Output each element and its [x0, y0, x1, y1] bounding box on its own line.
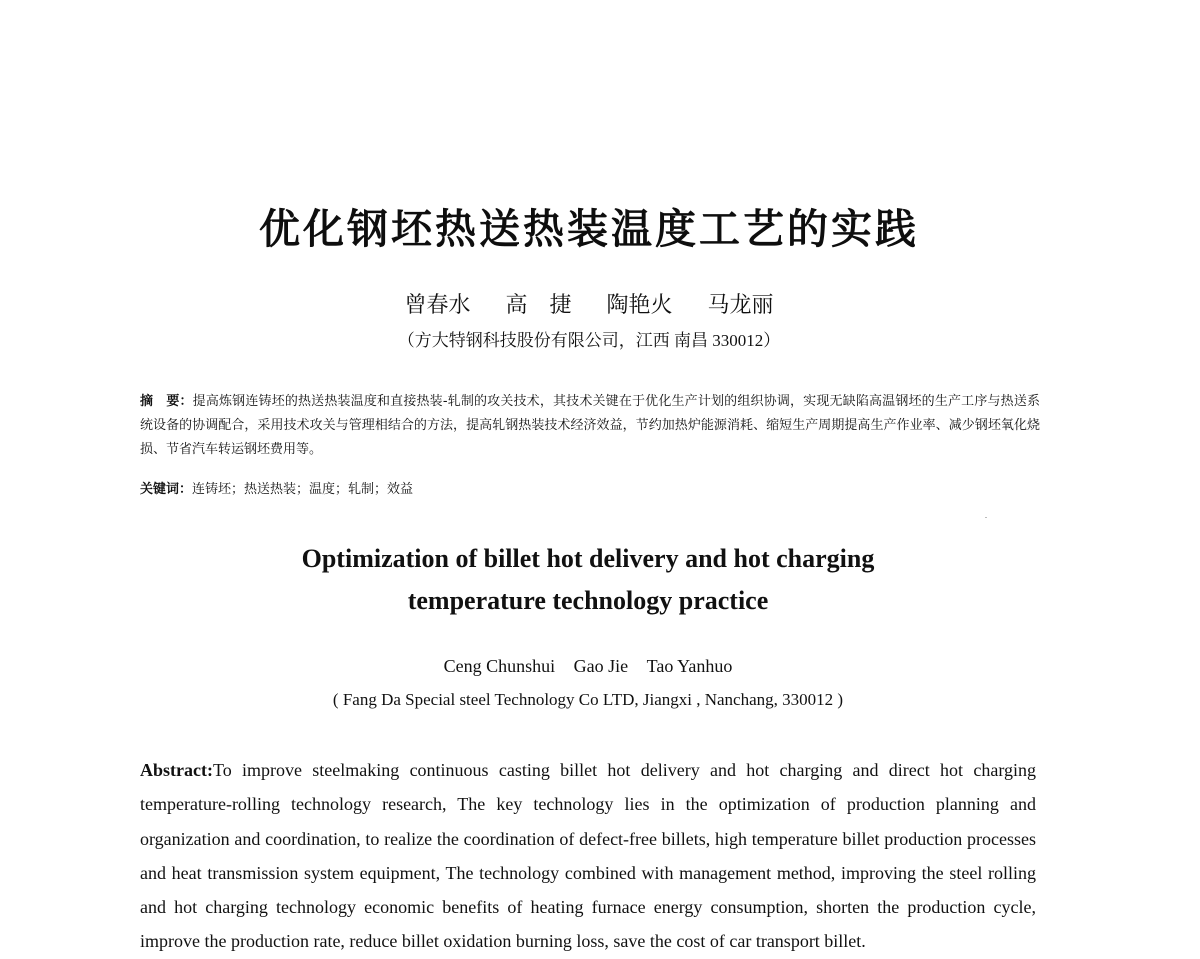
- chinese-abstract-text: 提高炼钢连铸坯的热送热装温度和直接热装-轧制的攻关技术，其技术关键在于优化生产计划的组织协调，实现无缺陷高温钢坯的生产工序与热送系统设备的协调配合，采用技术攻关与管理相结合的方法，提高轧钢热装技术经济效益，节约加热炉能源消耗、缩短生产周期提高生产作业率、减少钢坯氧化烧损、节省汽车转运钢坯费用等。: [140, 394, 1040, 457]
- chinese-author: 陶艳火: [606, 293, 673, 318]
- chinese-title: 优化钢坯热送热装温度工艺的实践: [259, 205, 919, 253]
- chinese-affiliation: （方大特钢科技股份有限公司，江西 南昌 330012）: [397, 331, 781, 350]
- english-abstract-label: Abstract: [140, 760, 207, 780]
- chinese-keywords-label: 关键词：: [140, 482, 193, 497]
- english-abstract-text: To improve steelmaking continuous casting billet hot delivery and hot charging and direct hot charging temperature-rolling technology research, The key technology lies in the optimization of production planning and organization and coordination, to realize the coordination of defect-free billets, high temperature billet production processes and heat transmission system equipment, The technology combined with management method, improving the steel rolling and hot charging technology economic benefits of heating furnace energy consumption, shorten the production cycle, improve the production rate, reduce billet oxidation burning loss, save the cost of car transport billet.: [140, 760, 1036, 952]
- english-author: Gao Jie: [573, 656, 629, 676]
- chinese-author: 高 捷: [505, 293, 572, 318]
- scan-speck: [985, 517, 987, 518]
- chinese-abstract: [140, 390, 1040, 462]
- english-abstract: [140, 753, 1036, 959]
- chinese-abstract-label: 摘 要：: [140, 394, 193, 409]
- english-author: Ceng Chunshui: [443, 656, 556, 676]
- chinese-keywords: [140, 479, 1040, 501]
- chinese-author: 曾春水: [404, 293, 471, 318]
- english-title-line-2: temperature technology practice: [407, 586, 769, 615]
- chinese-authors: [0, 288, 1178, 319]
- english-title-line-1: Optimization of billet hot delivery and hot charging: [301, 544, 875, 573]
- english-authors: [0, 656, 1176, 677]
- english-abstract-colon: :: [206, 760, 213, 780]
- english-affiliation: ( Fang Da Special steel Technology Co LTD, Jiangxi , Nanchang, 330012 ): [332, 690, 844, 709]
- english-title: [0, 538, 1176, 622]
- english-author: Tao Yanhuo: [646, 656, 733, 676]
- chinese-author: 马龙丽: [707, 293, 774, 318]
- chinese-keywords-text: 连铸坯；热送热装；温度；轧制；效益: [192, 482, 414, 497]
